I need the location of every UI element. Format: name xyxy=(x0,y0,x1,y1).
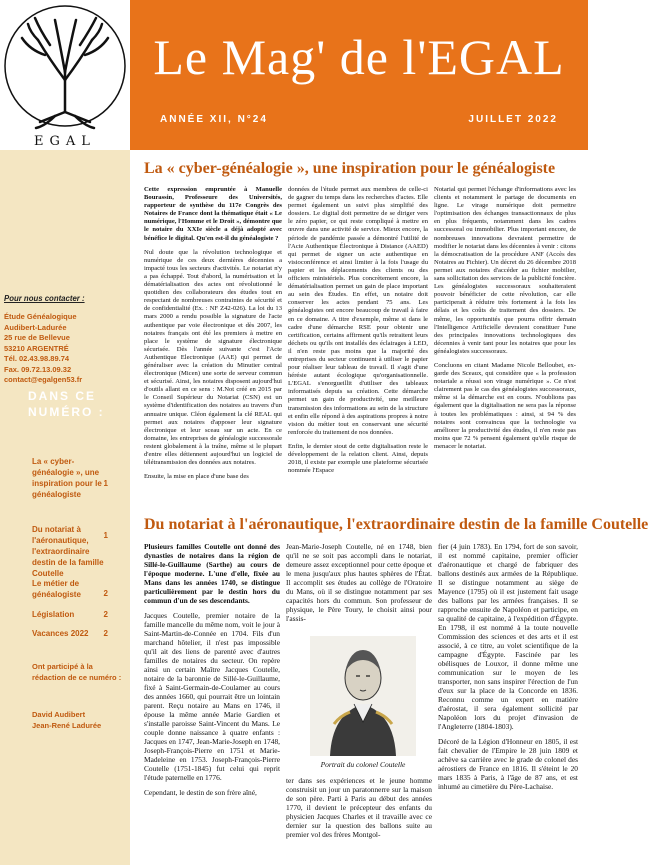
contact-line: Audibert-Ladurée xyxy=(4,322,67,332)
contributor-name: David Audibert xyxy=(32,710,86,719)
article1-paragraph: Nul doute que la révolution technologique et numérique de ces deux dernières décennies a impacté tous les secteurs d'activités. Le notariat n'y a pas échappé. Tout d'abord, la numérisation et la dématérialisation des actes ont révolutionné le quotidien des collaborateurs des études tout en respectant de nombreuses contraintes de sécurité et de confidentialité (Ex. : NF Z42-026). La loi du 13 mars 2000 a rendu possible la signature de l'acte authentique par voie électronique et dès 2007, les notaires français ont été les premiers à mettre en place le système de signature électronique sécurisée. Dès l'année suivante c'est l'Acte Authentique Electronique (AAE) qui permet de généraliser avec la création du Minutier central électronique (Micen) une sorte de serveur commun et sécurisé. Ainsi, les notaires disposent aujourd'hui d'outils allant en ce sens : M.Not créé en 2015 par le Conseil Supérieur du Notariat (CSN) est un système d'identification des notaires au travers d'un annuaire unique. Cléon également la clé REAL qui permet aux notaires d'apposer leur signature électronique et leur sceau sur un acte. En ce domaine, les entreprises de généalogie successorale restent globalement à la traîne, même si le plupart d'entre elles détiennent aujourd'hui un logiciel de télétransmission des données aux notaires. xyxy=(144,248,282,467)
article2-paragraph: ter dans ses expériences et le jeune homme construisit un jour un paratonnerre sur la maison de son père. Parti à Paris au début des années 1770, il devient le précepteur des enfants du physicien Jacques Charles et il travaille avec ce dernier sur la question des ballons suite au premier vol des frères Montgol- xyxy=(286,776,432,839)
toc-item-label: Le métier de généalogiste xyxy=(32,579,81,599)
contact-line: 25 rue de Bellevue xyxy=(4,333,70,342)
toc-item-page: 1 xyxy=(103,531,108,540)
article2-column-3 xyxy=(438,542,578,797)
article2-column-2-top xyxy=(286,542,432,629)
contact-line: Fax. 09.72.13.09.32 xyxy=(4,364,72,374)
issue-number: ANNÉE XII, N°24 xyxy=(160,114,268,125)
toc-item[interactable] xyxy=(32,524,128,579)
toc-item-page: 2 xyxy=(103,629,108,638)
toc-item-label: La « cyber-généalogie », une inspiration pour le généalogiste xyxy=(32,457,102,499)
magazine-title: Le Mag' de l'EGAL xyxy=(153,29,565,85)
article2-paragraph: Cependant, le destin de son frère aîné, xyxy=(144,788,257,797)
contact-heading: Pour nous contacter : xyxy=(4,294,85,303)
toc-item-label: Du notariat à l'aéronautique, l'extraordinaire destin de la famille Coutelle xyxy=(32,525,104,578)
toc-item[interactable] xyxy=(32,628,128,639)
egal-logo xyxy=(0,0,130,150)
article2-column-2-bottom xyxy=(286,776,432,845)
article1-paragraph: Concluons en citant Madame Nicole Belloubet, ex-garde des Sceaux, qui considère que « la profession notariale a réussi son virage numérique ». Ce n'est clairement pas le cas des généalogistes successoraux, même si la démarche est en cours. N'oublions pas également que la digitalisation ne sera pas la réponse à toutes les problématiques : ainsi, si 94 % des notaires sont convaincus que la technologie va améliorer la productivité des études, il n'en reste pas moins que 72 % pensent également qu'elle risque de menacer le notariat. xyxy=(434,361,576,450)
toc-item[interactable] xyxy=(32,609,128,620)
article2-column-1 xyxy=(144,542,280,803)
toc-item-page: 2 xyxy=(103,589,108,598)
article1-lead: Cette expression empruntée à Manuelle Bourassin, Professeure des Universités, rapporteur de synthèse du 117e Congrès des Notaires de France dont la thématique était « Le numérique, l'Homme et le Droit », démontre que le notaire du XXIe siècle a déjà adopté avec bénéfice le digital. Qu'en est-il du généalogiste ? xyxy=(144,186,282,242)
contact-block xyxy=(4,312,128,386)
article1-column-2 xyxy=(288,186,428,481)
article1-paragraph: Ensuite, la mise en place d'une base des xyxy=(144,473,249,481)
article1-title: La « cyber-généalogie », une inspiration pour le généalogiste xyxy=(144,160,556,177)
toc-heading: DANS CE NUMÉRO : xyxy=(28,389,105,419)
svg-text:EGAL: EGAL xyxy=(34,134,96,149)
portrait-caption: Portrait du colonel Coutelle xyxy=(320,760,406,769)
article2-paragraph: Jean-Marie-Joseph Coutelle, né en 1748, bien qu'il ne se soit pas accompli dans le notariat, demeure assez exceptionnel pour cette époque et le mena jusqu'aux plus hautes sphères de l'État. Il accomplit ses études au collège de l'Oratoire du Mans, où il se distingue notamment par ses capacités hors du commun. Son professeur de physique, le Père Toury, le choisit ainsi pour l'assis- xyxy=(286,542,432,623)
contact-line: 53210 ARGENTRÉ xyxy=(4,343,69,353)
article1-column-1 xyxy=(144,186,282,487)
contributor-name: Jean-René Ladurée xyxy=(32,720,102,730)
article2-lead: Plusieurs familles Coutelle ont donné des dynasties de notaires dans la région de Sillé-le-Guillaume (Sarthe) au cours de l'époque moderne. L'une d'elle, fixée au Mans dans les années 1740, se distingue particulièrement par le destin hors du commun d'un de ses descendants. xyxy=(144,542,280,605)
article1-paragraph: Enfin, le dernier stout de cette digitalisation reste le développement de la relation client. Ainsi, depuis 2018, il existe par exemple une plateforme sécurisée nommée l'Espace xyxy=(288,442,428,475)
contact-line: Étude Généalogique xyxy=(4,312,77,321)
toc-item[interactable] xyxy=(32,578,128,600)
article1-paragraph: données de l'étude permet aux membres de celle-ci de gagner du temps dans les recherches d'actes. Elle permet également un suivi plus simplifié des dossiers. Le digital doit permettre de se diriger vers le zéro papier, ce qui reste compliqué à mettre en œuvre dans une activité de service. Mieux encore, la période de pandémie passée a démontré l'utilité de l'Acte Authentique Électronique à Distance (AAED) qui permet de signer un acte authentique en visioconférence et ainsi limiter à la fois l'usage du papier et les déplacements des clients ou des officiers ministériels. Plus concrètement encore, la dématérialisation permet un gain de place important au sein des Études. En effet, un notaire doit conserver les actes pendant 75 ans. Les généalogistes ont encore beaucoup de travail à faire en ce domaine. A titre d'exemple, même si dans le cadre d'une démarche RSE pour obtenir une certification, certains affirment qu'ils retraitent leurs déchets ou qu'ils ont installés des éclairages à LED, il n'en reste pas moins que la majorité des entreprises du secteur continuent à utiliser le papier pour réaliser leur tableau de travail. Il s'agit d'une hérésie autant écologique qu'organisationnelle. L'EGAL s'enorgueillit d'utiliser des tableaux informatisés depuis sa création. Cette démarche permet un gain de productivité, une meilleure transmission des informations au sein de la structure et enfin elle répond à des aspirations propres à notre vision du métier tout en conservant une sécurité renforcée du traitement de nos données. xyxy=(288,186,428,436)
issue-bar xyxy=(130,112,588,130)
article2-title: Du notariat à l'aéronautique, l'extraordinaire destin de la famille Coutelle xyxy=(144,516,648,533)
toc-item-page: 1 xyxy=(103,479,108,488)
article2-paragraph: Jacques Coutelle, premier notaire de la famille mancelle du même nom, voit le jour à Saint-Martin-de-Connée en 1704. Fils d'un marchand hôtelier, il n'est pas impossible qu'il ait des liens de parenté avec d'autres familles de notaires du secteur. On repère ainsi un certain Maître Jacques Coutelle, notaire de la baronnie de Sillé-le-Guillaume, fixé à Saint-Germain-de-Coulamer au cours des années 1660, qui pourrait être un lointain parent. Reçu notaire au Mans en 1746, il épouse la même année Marie Gardien et s'installe paroisse Saint-Vincent du Mans. Le couple donne naissance à quatre enfants : Jacques en 1747, Jean-Marie-Joseph en 1748, Joseph-François-Pierre en 1751 et Marie-Madeleine en 1753. Joseph-François-Pierre Coutelle (1751-1845) fut celui qui reprit l'étude paternelle en 1776. xyxy=(144,611,280,782)
contributors-heading: Ont participé à la rédaction de ce numéro : xyxy=(32,662,122,682)
toc-item-page: 2 xyxy=(103,610,108,619)
article1-paragraph: Notarial qui permet l'échange d'informations avec les clients et notamment le partage de documents en ligne. Le virage numérique doit permettre l'optimisation des échanges transactionnaux de plus en plus fréquents, notamment dans les cadres successoral ou immobilier. Plus important encore, de nombreuses innovations devraient permettre de modifier le notariat dans les décennies à venir : citons la démocratisation de la procédure ANF (Accès des Notaires au Fichier). Un décret du 26 décembre 2018 permet aux notaires d'accéder au fichier mobilier, sans sollicitation des services de la publicité foncière. Les généalogistes successoraux souhaiteraient pouvoir bénéficier de cette révolution, car elle participerait à réduire très fortement à la fois les délais et les coûts de traitement des dossiers. De même, les opportunités que pourra offrir demain l'Intelligence Artificielle devraient constituer l'une des principales innovations technologiques des décennies à venir tant pour les notaires que pour les généalogistes successoraux. xyxy=(434,186,576,355)
masthead xyxy=(130,0,588,150)
toc-item[interactable] xyxy=(32,456,128,500)
contact-line: Tél. 02.43.98.89.74 xyxy=(4,354,70,363)
article1-column-3 xyxy=(434,186,576,457)
article2-paragraph: fier (4 juin 1783). En 1794, fort de son savoir, il est nommé capitaine, premier officier d'aéronautique et chargé de fabriquer des ballons destinés aux armées de la République. Il se distingue notamment au siège de Mayence (1795) où il est justement fait usage des ballons par les armées françaises. Il se rapproche ensuite de Napoléon et participe, en sa qualité de capitaine, à l'expédition d'Égypte. En 1798, il est nommé à la toute nouvelle Commission des sciences et des arts et il est associé, à ce titre, au volet scientifique de la campagne d'Égypte. Fascinée par les obélisques de Louxor, il donne même une communication sur le moyen de les transporter, non sans inspirer l'érection de l'un d'eux sur la place de la Concorde en 1836. Reconnu comme un expert en matière d'aérostat, il sera également sollicité par Napoléon lors du projet d'invasion de l'Angleterre (1804-1803). xyxy=(438,542,578,731)
contact-email[interactable]: contact@egalgen53.fr xyxy=(4,375,83,384)
toc-item-label: Législation xyxy=(32,610,75,619)
portrait-image xyxy=(310,636,416,756)
issue-date: JUILLET 2022 xyxy=(468,114,558,125)
toc-item-label: Vacances 2022 xyxy=(32,629,89,638)
contributors-list xyxy=(32,710,128,731)
article2-paragraph: Décoré de la Légion d'Honneur en 1805, il est fait chevalier de l'Empire le 28 juin 1809 et achève sa carrière avec le grade de colonel des aérostiers de France en 1816. Il s'éteint le 20 mars 1835 à Paris, à l'âge de 87 ans, et est inhumé au cimetière du Père-Lachaise. xyxy=(438,737,578,791)
